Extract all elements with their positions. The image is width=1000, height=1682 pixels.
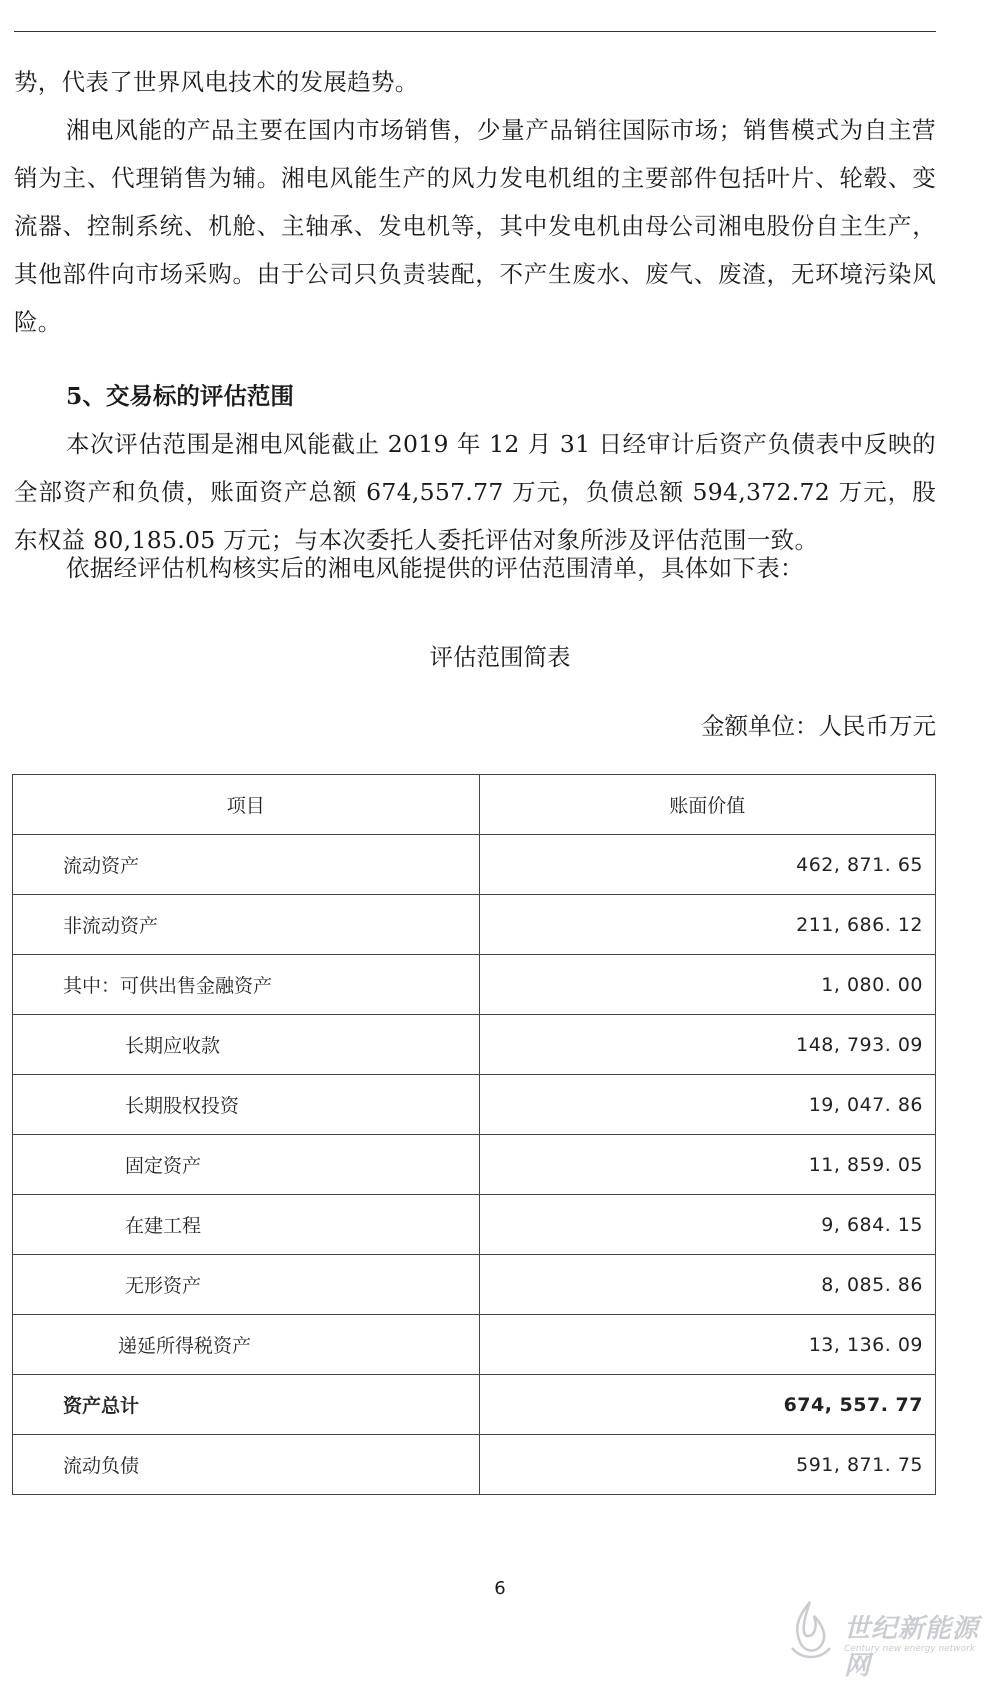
table-row [13, 1195, 936, 1255]
paragraph-scope: 本次评估范围是湘电风能截止 2019 年 12 月 31 日经审计后资产负债表中反映的全部资产和负债，账面资产总额 674,557.77 万元，负债总额 594,372.72 万元，股东权益 80,185.05 万元；与本次委托人委托评估对象所涉及评估范围一致。 [14, 430, 936, 554]
row-label: 资产总计 [13, 1375, 480, 1435]
row-label: 其中：可供出售金融资产 [13, 955, 480, 1015]
row-value: 19, 047. 86 [479, 1075, 935, 1135]
table-row [13, 1015, 936, 1075]
table-header-row [13, 775, 936, 835]
table-unit: 金额单位：人民币万元 [701, 712, 936, 740]
row-value: 211, 686. 12 [479, 895, 935, 955]
paragraph-continuation: 势，代表了世界风电技术的发展趋势。 [14, 68, 419, 96]
watermark-cn: 世纪新能源网 [844, 1614, 980, 1681]
table-row [13, 895, 936, 955]
row-value: 591, 871. 75 [479, 1435, 935, 1495]
row-value: 9, 684. 15 [479, 1195, 935, 1255]
row-value: 11, 859. 05 [479, 1135, 935, 1195]
row-label: 递延所得税资产 [13, 1315, 480, 1375]
header-item: 项目 [13, 775, 480, 835]
paragraph-products: 湘电风能的产品主要在国内市场销售，少量产品销往国际市场；销售模式为自主营销为主、代理销售为辅。湘电风能生产的风力发电机组的主要部件包括叶片、轮毂、变流器、控制系统、机舱、主轴承、发电机等，其中发电机由母公司湘电股份自主生产，其他部件向市场采购。由于公司只负责装配，不产生废水、废气、废渣，无环境污染风险。 [14, 116, 936, 336]
table-row [13, 1135, 936, 1195]
table-row [13, 1255, 936, 1315]
row-label: 长期股权投资 [13, 1075, 480, 1135]
watermark-en: Century new energy network [844, 1644, 976, 1654]
row-value: 1, 080. 00 [479, 955, 935, 1015]
row-value: 13, 136. 09 [479, 1315, 935, 1375]
table-row [13, 835, 936, 895]
table-row [13, 1075, 936, 1135]
row-label: 流动负债 [13, 1435, 480, 1495]
row-value: 8, 085. 86 [479, 1255, 935, 1315]
row-label: 无形资产 [13, 1255, 480, 1315]
flame-logo-icon [780, 1598, 840, 1664]
header-book-value: 账面价值 [479, 775, 935, 835]
row-label: 流动资产 [13, 835, 480, 895]
row-label: 在建工程 [13, 1195, 480, 1255]
table-row [13, 955, 936, 1015]
row-label: 固定资产 [13, 1135, 480, 1195]
section-heading: 5、交易标的评估范围 [66, 382, 294, 410]
row-label: 非流动资产 [13, 895, 480, 955]
watermark [780, 1598, 990, 1681]
scope-table [12, 774, 936, 1495]
table-row-total [13, 1375, 936, 1435]
table-row [13, 1315, 936, 1375]
paragraph-table-intro: 依据经评估机构核实后的湘电风能提供的评估范围清单，具体如下表： [66, 554, 804, 582]
page-number: 6 [494, 1578, 506, 1599]
row-value: 462, 871. 65 [479, 835, 935, 895]
table-row [13, 1435, 936, 1495]
header-rule [14, 31, 936, 32]
row-label: 长期应收款 [13, 1015, 480, 1075]
row-value: 674, 557. 77 [479, 1375, 935, 1435]
table-title: 评估范围简表 [429, 643, 571, 671]
row-value: 148, 793. 09 [479, 1015, 935, 1075]
